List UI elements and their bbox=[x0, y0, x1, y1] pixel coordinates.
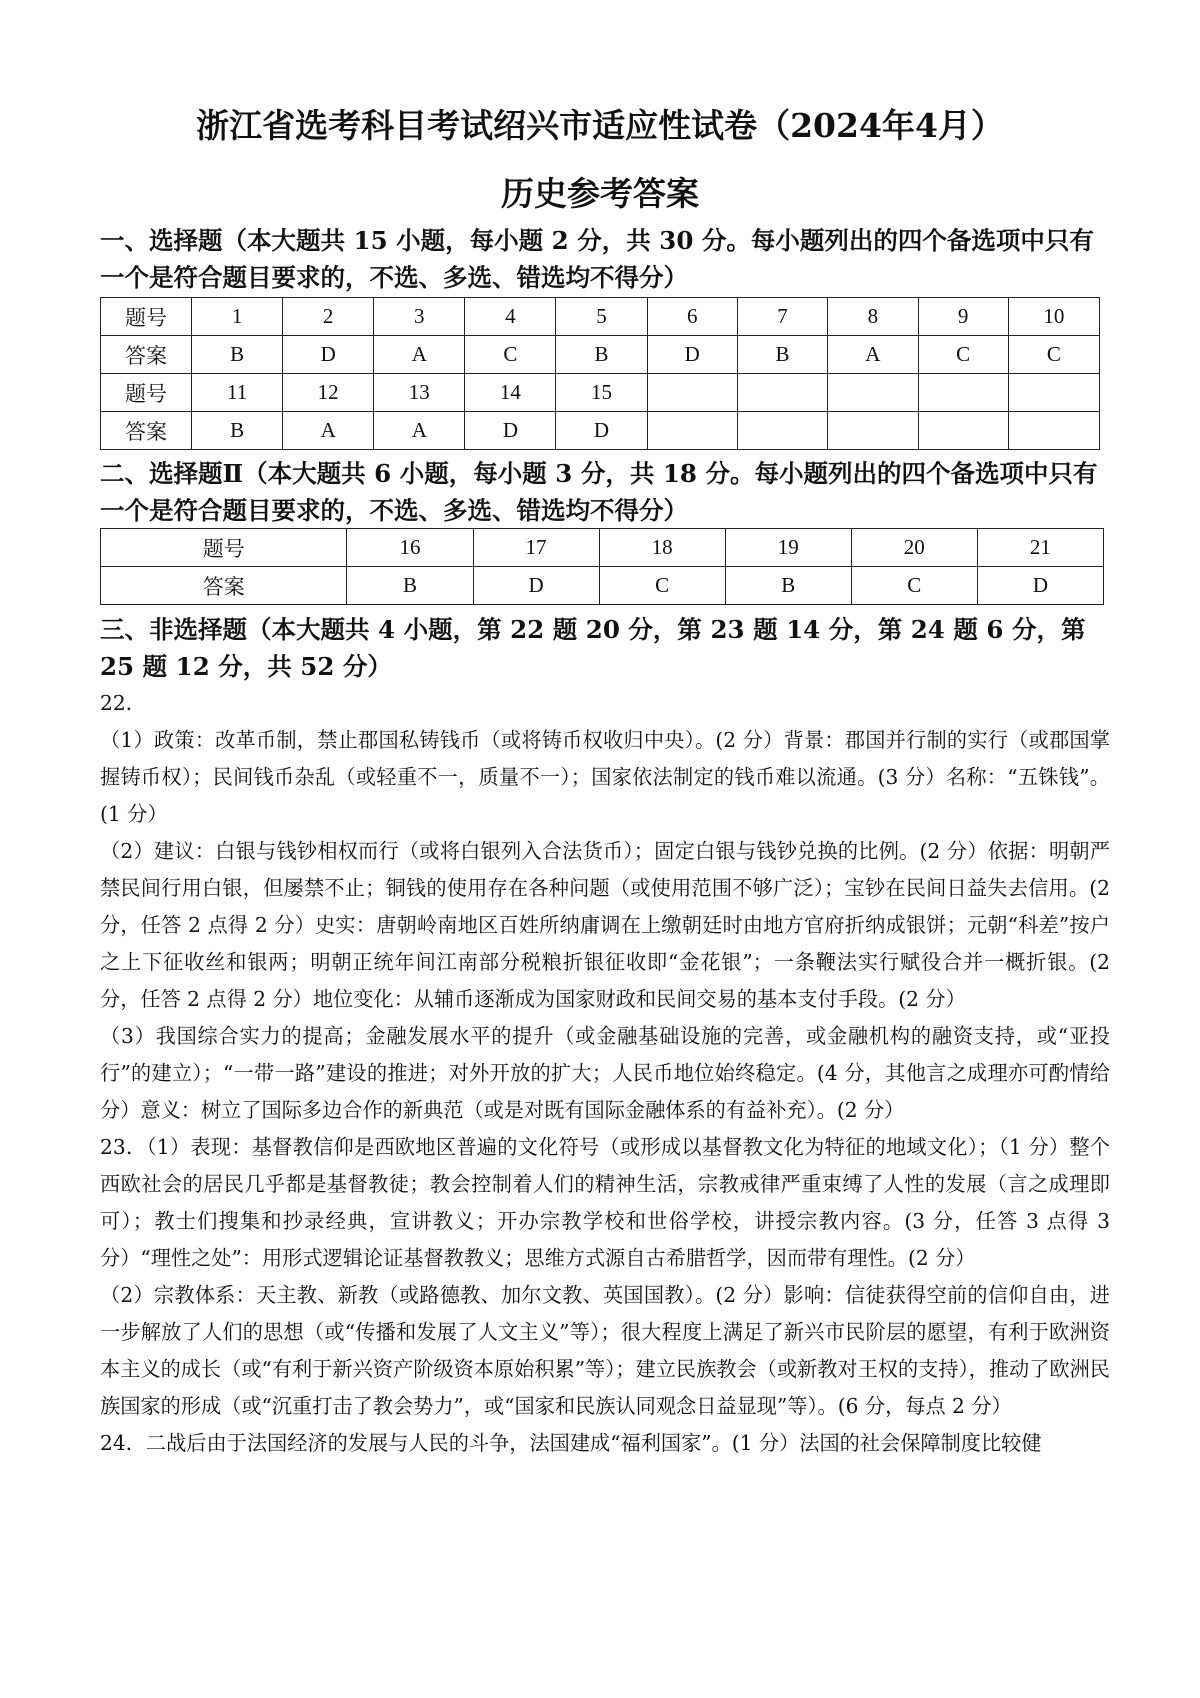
answer-cell: C bbox=[1008, 336, 1099, 374]
section1-heading: 一、选择题（本大题共 15 小题，每小题 2 分，共 30 分。每小题列出的四个备选项中只有一个是符合题目要求的，不选、多选、错选均不得分） bbox=[100, 226, 1094, 292]
row-label-question: 题号 bbox=[101, 529, 347, 567]
answer-cell: A bbox=[828, 336, 918, 374]
answer-cell: A bbox=[374, 412, 465, 450]
question-number-cell: 8 bbox=[828, 298, 918, 336]
section2-heading: 二、选择题Ⅱ（本大题共 6 小题，每小题 3 分，共 18 分。每小题列出的四个备选项中只有一个是符合题目要求的，不选、多选、错选均不得分） bbox=[100, 459, 1098, 525]
question-number-cell bbox=[1008, 374, 1099, 412]
answer-paragraph: （2）建议：白银与钱钞相权而行（或将白银列入合法货币）；固定白银与钱钞兑换的比例。(2 分）依据：明朝严禁民间行用白银，但屡禁不止；铜钱的使用存在各种问题（或使用范围不够广泛）；宝钞在民间日益失去信用。(2 分，任答 2 点得 2 分）史实：唐朝岭南地区百姓所纳庸调在上缴朝廷时由地方官府折纳成银饼；元朝“科差”按户之上下征收丝和银两；明朝正统年间江南部分税粮折银征收即“金花银”；一条鞭法实行赋役合并一概折银。(2 分，任答 2 点得 2 分）地位变化：从辅币逐渐成为国家财政和民间交易的基本支付手段。(2 分） bbox=[100, 839, 1110, 1011]
question-number-cell: 3 bbox=[374, 298, 465, 336]
section1-answer-table bbox=[100, 297, 1100, 450]
answer-cell bbox=[1008, 412, 1099, 450]
question-number-cell: 9 bbox=[918, 298, 1008, 336]
answer-cell: D bbox=[473, 567, 599, 605]
question-number-cell bbox=[737, 374, 827, 412]
question-number-cell bbox=[918, 374, 1008, 412]
answer-cell: B bbox=[192, 412, 283, 450]
question-number-cell: 1 bbox=[192, 298, 283, 336]
answer-cell: A bbox=[374, 336, 465, 374]
section2-answer-table bbox=[100, 528, 1104, 605]
question-number-cell: 13 bbox=[374, 374, 465, 412]
answer-cell: C bbox=[918, 336, 1008, 374]
question-number-row bbox=[101, 374, 1100, 412]
answer-cell: D bbox=[556, 412, 647, 450]
question-number-cell bbox=[828, 374, 918, 412]
question-number-cell: 19 bbox=[725, 529, 851, 567]
answer-cell bbox=[647, 412, 737, 450]
answer-paragraph: （2）宗教体系：天主教、新教（或路德教、加尔文教、英国国教）。(2 分）影响：信徒获得空前的信仰自由，进一步解放了人们的思想（或“传播和发展了人文主义”等）；很大程度上满足了新兴市民阶层的愿望，有利于欧洲资本主义的成长（或“有利于新兴资产阶级资本原始积累”等）；建立民族教会（或新教对王权的支持），推动了欧洲民族国家的形成（或“沉重打击了教会势力”，或“国家和民族认同观念日益显现”等）。(6 分，每点 2 分） bbox=[100, 1283, 1110, 1418]
answer-paragraph: 23．（1）表现：基督教信仰是西欧地区普遍的文化符号（或形成以基督教文化为特征的地域文化）；（1 分）整个西欧社会的居民几乎都是基督教徒；教会控制着人们的精神生活，宗教戒律严重束缚了人性的发展（言之成理即可）；教士们搜集和抄录经典，宣讲教义；开办宗教学校和世俗学校，讲授宗教内容。(3 分，任答 3 点得 3 分）“理性之处”：用形式逻辑论证基督教教义；思维方式源自古希腊哲学，因而带有理性。(2 分） bbox=[100, 1135, 1110, 1270]
question-number-cell: 16 bbox=[347, 529, 473, 567]
section3-answers bbox=[100, 685, 1110, 1462]
question-number-cell: 21 bbox=[977, 529, 1103, 567]
row-label-answer: 答案 bbox=[101, 412, 192, 450]
answer-cell: B bbox=[347, 567, 473, 605]
answer-row bbox=[101, 412, 1100, 450]
question-number-cell: 14 bbox=[465, 374, 556, 412]
answer-cell: B bbox=[556, 336, 647, 374]
answer-cell bbox=[737, 412, 827, 450]
document-title: 浙江省选考科目考试绍兴市适应性试卷（2024年4月） bbox=[196, 106, 1004, 145]
question-number-cell: 5 bbox=[556, 298, 647, 336]
answer-cell: D bbox=[647, 336, 737, 374]
row-label-answer: 答案 bbox=[101, 336, 192, 374]
answer-paragraph: 22． bbox=[100, 691, 146, 715]
answer-paragraph: （1）政策：改革币制，禁止郡国私铸钱币（或将铸币权收归中央）。(2 分）背景：郡国并行制的实行（或郡国掌握铸币权）；民间钱币杂乱（或轻重不一，质量不一）；国家依法制定的钱币难以流通。(3 分）名称：“五铢钱”。(1 分） bbox=[100, 728, 1110, 826]
question-number-cell: 18 bbox=[599, 529, 725, 567]
row-label-question: 题号 bbox=[101, 298, 192, 336]
question-number-cell: 2 bbox=[283, 298, 374, 336]
answer-paragraph: （3）我国综合实力的提高；金融发展水平的提升（或金融基础设施的完善，或金融机构的融资支持，或“亚投行”的建立）；“一带一路”建设的推进；对外开放的扩大；人民币地位始终稳定。(4 分，其他言之成理亦可酌情给分）意义：树立了国际多边合作的新典范（或是对既有国际金融体系的有益补充）。(2 分） bbox=[100, 1024, 1110, 1122]
question-number-cell: 10 bbox=[1008, 298, 1099, 336]
answer-cell: D bbox=[465, 412, 556, 450]
question-number-row bbox=[101, 298, 1100, 336]
answer-cell: A bbox=[283, 412, 374, 450]
answer-row bbox=[101, 567, 1104, 605]
section3-heading: 三、非选择题（本大题共 4 小题，第 22 题 20 分，第 23 题 14 分，第 24 题 6 分，第 25 题 12 分，共 52 分） bbox=[100, 615, 1086, 681]
answer-cell bbox=[828, 412, 918, 450]
question-number-row bbox=[101, 529, 1104, 567]
question-number-cell: 20 bbox=[851, 529, 977, 567]
answer-cell: C bbox=[851, 567, 977, 605]
question-number-cell: 6 bbox=[647, 298, 737, 336]
question-number-cell: 11 bbox=[192, 374, 283, 412]
row-label-answer: 答案 bbox=[101, 567, 347, 605]
answer-cell bbox=[918, 412, 1008, 450]
question-number-cell: 12 bbox=[283, 374, 374, 412]
answer-row bbox=[101, 336, 1100, 374]
answer-cell: C bbox=[599, 567, 725, 605]
answer-cell: B bbox=[725, 567, 851, 605]
answer-cell: C bbox=[465, 336, 556, 374]
answer-cell: B bbox=[192, 336, 283, 374]
question-number-cell: 7 bbox=[737, 298, 827, 336]
question-number-cell bbox=[647, 374, 737, 412]
question-number-cell: 17 bbox=[473, 529, 599, 567]
row-label-question: 题号 bbox=[101, 374, 192, 412]
question-number-cell: 4 bbox=[465, 298, 556, 336]
answer-cell: B bbox=[737, 336, 827, 374]
answer-paragraph: 24．二战后由于法国经济的发展与人民的斗争，法国建成“福利国家”。(1 分）法国的社会保障制度比较健 bbox=[100, 1431, 1042, 1455]
answer-cell: D bbox=[977, 567, 1103, 605]
answer-cell: D bbox=[283, 336, 374, 374]
question-number-cell: 15 bbox=[556, 374, 647, 412]
document-subtitle: 历史参考答案 bbox=[501, 174, 699, 213]
